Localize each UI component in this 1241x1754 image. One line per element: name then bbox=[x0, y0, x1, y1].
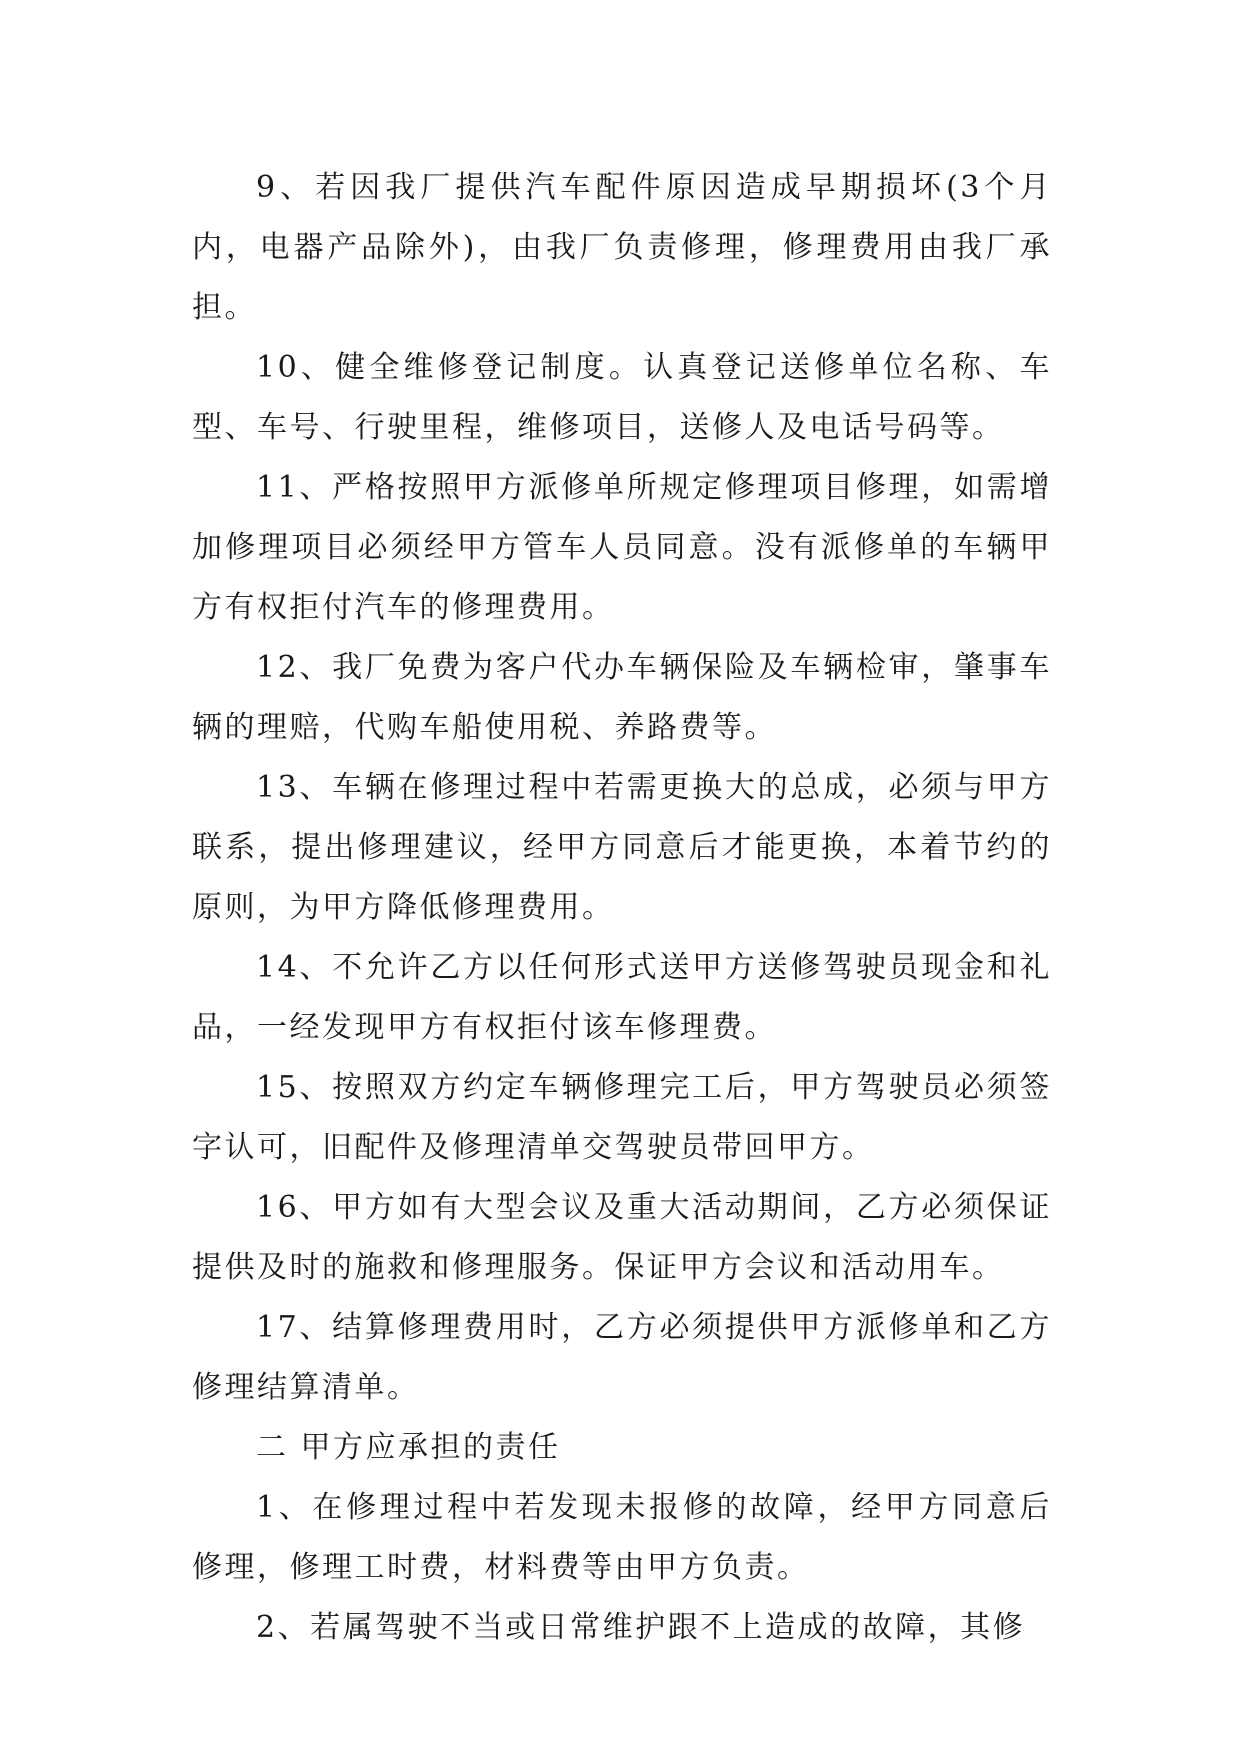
party-a-clause-2: 2、若属驾驶不当或日常维护跟不上造成的故障，其修 bbox=[256, 1610, 1026, 1645]
clause-16: 16、甲方如有大型会议及重大活动期间，乙方必须保证提供及时的施救和修理服务。保证甲方会议和活动用车。 bbox=[192, 1190, 1052, 1285]
clause-11: 11、严格按照甲方派修单所规定修理项目修理，如需增加修理项目必须经甲方管车人员同意。没有派修单的车辆甲方有权拒付汽车的修理费用。 bbox=[192, 470, 1052, 625]
document-body bbox=[192, 158, 1052, 1658]
clause-15: 15、按照双方约定车辆修理完工后，甲方驾驶员必须签字认可，旧配件及修理清单交驾驶员带回甲方。 bbox=[192, 1070, 1052, 1165]
clause-17: 17、结算修理费用时，乙方必须提供甲方派修单和乙方修理结算清单。 bbox=[192, 1310, 1052, 1405]
party-a-clause-1: 1、在修理过程中若发现未报修的故障，经甲方同意后修理，修理工时费，材料费等由甲方负责。 bbox=[192, 1490, 1052, 1585]
clause-12: 12、我厂免费为客户代办车辆保险及车辆检审，肇事车辆的理赔，代购车船使用税、养路费等。 bbox=[192, 650, 1052, 745]
clause-13: 13、车辆在修理过程中若需更换大的总成，必须与甲方联系，提出修理建议，经甲方同意后才能更换，本着节约的原则，为甲方降低修理费用。 bbox=[192, 770, 1052, 925]
clause-10: 10、健全维修登记制度。认真登记送修单位名称、车型、车号、行驶里程，维修项目，送修人及电话号码等。 bbox=[192, 350, 1052, 445]
clause-14: 14、不允许乙方以任何形式送甲方送修驾驶员现金和礼品，一经发现甲方有权拒付该车修理费。 bbox=[192, 950, 1052, 1045]
clause-9: 9、若因我厂提供汽车配件原因造成早期损坏(3个月内，电器产品除外)，由我厂负责修理，修理费用由我厂承担。 bbox=[192, 170, 1052, 325]
section-heading-party-a-responsibilities: 二 甲方应承担的责任 bbox=[256, 1430, 561, 1465]
